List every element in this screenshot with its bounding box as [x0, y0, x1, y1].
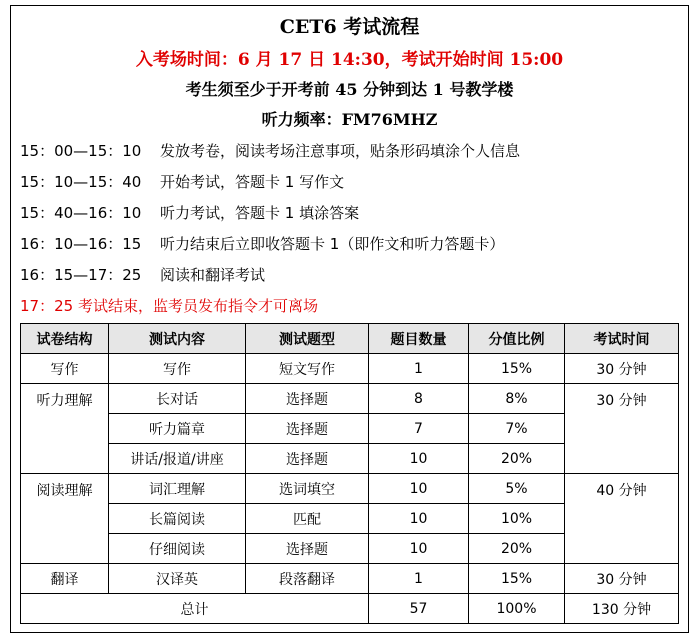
schedule-item [20, 264, 265, 285]
schedule-time: 15：00—15：10 [20, 142, 142, 160]
time-cell: 30 分钟 [565, 564, 679, 594]
content-cell: 长篇阅读 [109, 504, 246, 534]
content-cell: 讲话/报道/讲座 [109, 444, 246, 474]
ratio-cell: 8% [469, 384, 565, 414]
count-cell: 1 [369, 564, 469, 594]
count-cell: 7 [369, 414, 469, 444]
section-cell: 写作 [21, 354, 109, 384]
content-cell: 长对话 [109, 384, 246, 414]
exam-end-notice: 17：25 考试结束，监考员发布指令才可离场 [20, 297, 318, 315]
header-content: 测试内容 [109, 324, 246, 354]
section-cell: 阅读理解 [21, 474, 109, 564]
count-cell: 10 [369, 444, 469, 474]
ratio-cell: 15% [469, 564, 565, 594]
type-cell: 短文写作 [246, 354, 369, 384]
table-row [21, 354, 679, 384]
schedule-desc: 发放考卷，阅读考场注意事项，贴条形码填涂个人信息 [160, 142, 521, 160]
schedule-time: 16：15—17：25 [20, 266, 142, 284]
time-cell: 30 分钟 [565, 384, 679, 474]
schedule-desc: 阅读和翻译考试 [160, 266, 266, 284]
table-row [21, 564, 679, 594]
content-cell: 词汇理解 [109, 474, 246, 504]
header-count: 题目数量 [369, 324, 469, 354]
header-type: 测试题型 [246, 324, 369, 354]
time-cell: 30 分钟 [565, 354, 679, 384]
count-cell: 1 [369, 354, 469, 384]
total-count: 57 [369, 594, 469, 624]
schedule-item [20, 140, 520, 161]
count-cell: 10 [369, 534, 469, 564]
ratio-cell: 5% [469, 474, 565, 504]
type-cell: 选择题 [246, 444, 369, 474]
schedule-desc: 听力考试，答题卡 1 填涂答案 [160, 204, 360, 222]
content-cell: 汉译英 [109, 564, 246, 594]
header-section: 试卷结构 [21, 324, 109, 354]
ratio-cell: 20% [469, 534, 565, 564]
schedule-item [20, 202, 359, 223]
section-cell: 翻译 [21, 564, 109, 594]
ratio-cell: 20% [469, 444, 565, 474]
type-cell: 选择题 [246, 414, 369, 444]
content-cell: 仔细阅读 [109, 534, 246, 564]
type-cell: 选择题 [246, 534, 369, 564]
table-header-row [21, 324, 679, 354]
type-cell: 段落翻译 [246, 564, 369, 594]
count-cell: 8 [369, 384, 469, 414]
content-cell: 写作 [109, 354, 246, 384]
total-time: 130 分钟 [565, 594, 679, 624]
radio-frequency: 听力频率：FM76MHZ [261, 110, 438, 129]
schedule-desc: 开始考试，答题卡 1 写作文 [160, 173, 345, 191]
type-cell: 选择题 [246, 384, 369, 414]
table-row [21, 384, 679, 414]
entry-time-notice: 入考场时间：6 月 17 日 14:30，考试开始时间 15:00 [135, 50, 564, 70]
schedule-item [20, 233, 504, 254]
ratio-cell: 10% [469, 504, 565, 534]
count-cell: 10 [369, 474, 469, 504]
header-ratio: 分值比例 [469, 324, 565, 354]
ratio-cell: 7% [469, 414, 565, 444]
schedule-time: 15：40—16：10 [20, 204, 142, 222]
schedule-item [20, 171, 344, 192]
table-row [21, 474, 679, 504]
schedule-time: 16：10—16：15 [20, 235, 142, 253]
total-ratio: 100% [469, 594, 565, 624]
header-time: 考试时间 [565, 324, 679, 354]
time-cell: 40 分钟 [565, 474, 679, 564]
schedule-time: 15：10—15：40 [20, 173, 142, 191]
section-cell: 听力理解 [21, 384, 109, 474]
type-cell: 匹配 [246, 504, 369, 534]
total-row [21, 594, 679, 624]
ratio-cell: 15% [469, 354, 565, 384]
arrival-notice: 考生须至少于开考前 45 分钟到达 1 号教学楼 [185, 80, 514, 99]
exam-structure-table [20, 323, 679, 624]
content-cell: 听力篇章 [109, 414, 246, 444]
count-cell: 10 [369, 504, 469, 534]
type-cell: 选词填空 [246, 474, 369, 504]
page-title: CET6 考试流程 [279, 16, 420, 38]
total-label: 总计 [21, 594, 369, 624]
schedule-desc: 听力结束后立即收答题卡 1（即作文和听力答题卡） [160, 235, 505, 253]
